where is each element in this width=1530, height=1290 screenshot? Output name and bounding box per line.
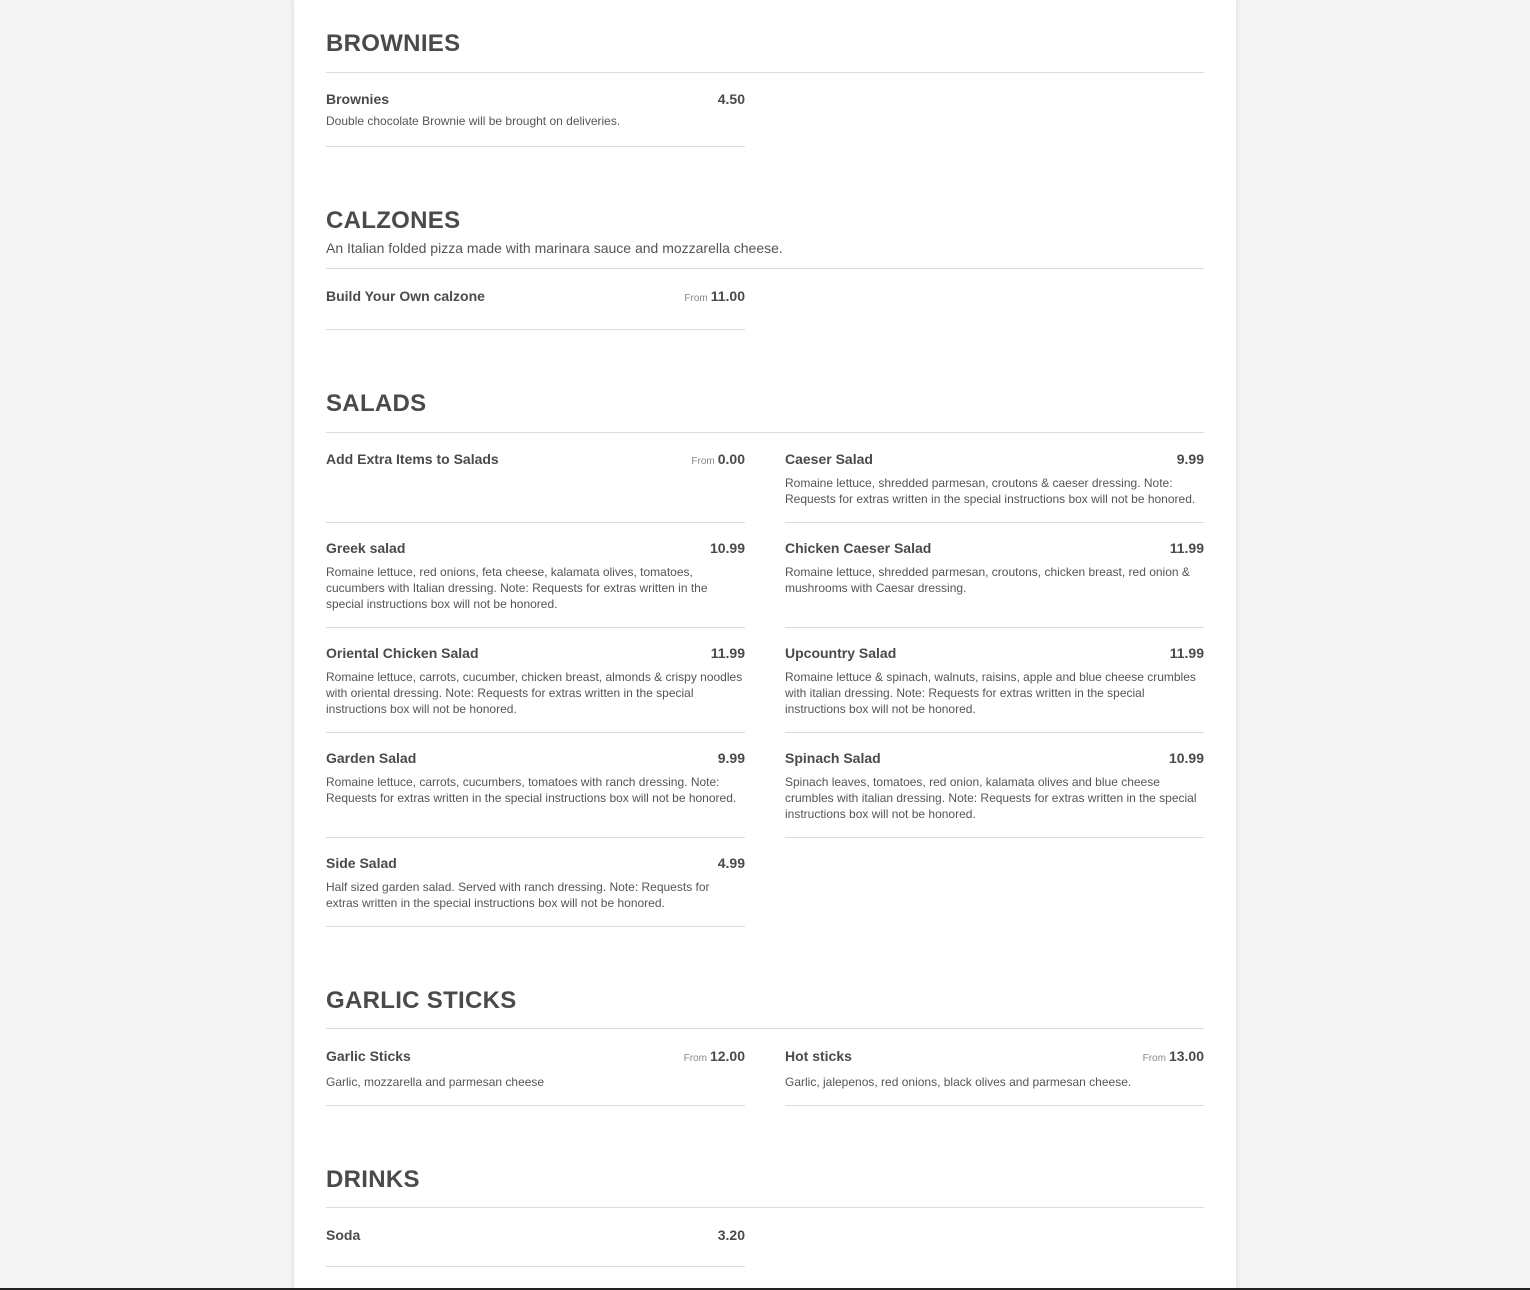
item-name: Spinach Salad bbox=[785, 750, 881, 766]
item-description: Double chocolate Brownie will be brought on deliveries. bbox=[326, 114, 621, 128]
item-price: 4.50 bbox=[717, 91, 745, 107]
item-description: Romaine lettuce & spinach, walnuts, raisins, apple and blue cheese crumbles with italian dressing. Note: Requests for extras written in the special instructions box will not be honored. bbox=[785, 670, 1196, 716]
menu-item-brownies[interactable] bbox=[326, 91, 745, 147]
menu-item-hot-sticks[interactable] bbox=[785, 1048, 1204, 1106]
item-price bbox=[684, 288, 745, 304]
item-name: Chicken Caeser Salad bbox=[785, 540, 932, 556]
section-divider bbox=[326, 1207, 1204, 1208]
price-from-label: From bbox=[1142, 1053, 1166, 1064]
item-price: 9.99 bbox=[717, 750, 745, 766]
item-price: 4.99 bbox=[717, 855, 745, 871]
section-brownies bbox=[326, 30, 1204, 73]
item-description: Romaine lettuce, red onions, feta cheese, kalamata olives, tomatoes, cucumbers with Italian dressing. Note: Requests for extras written in the special instructions box will not be honored. bbox=[326, 565, 708, 611]
item-description: Garlic, mozzarella and parmesan cheese bbox=[326, 1075, 545, 1089]
item-name: Add Extra Items to Salads bbox=[326, 451, 499, 467]
menu-item-build-your-own-calzone[interactable] bbox=[326, 288, 745, 330]
menu-item-caeser-salad[interactable] bbox=[785, 451, 1204, 523]
item-price bbox=[684, 1048, 745, 1064]
section-calzones bbox=[326, 207, 1204, 269]
menu-item-soda[interactable] bbox=[326, 1227, 745, 1267]
price-from-label: From bbox=[683, 1053, 707, 1064]
menu-item-spinach-salad[interactable] bbox=[785, 750, 1204, 838]
item-price: 11.99 bbox=[710, 645, 745, 661]
menu-item-garden-salad[interactable] bbox=[326, 750, 745, 838]
section-title: BROWNIES bbox=[326, 30, 461, 57]
item-description: Romaine lettuce, carrots, cucumbers, tomatoes with ranch dressing. Note: Requests for extras written in the special instructions box will not be honored. bbox=[326, 775, 737, 805]
section-garlic-sticks bbox=[326, 987, 1204, 1029]
price-value: 0.00 bbox=[717, 451, 745, 467]
price-value: 11.00 bbox=[710, 288, 745, 304]
item-name: Soda bbox=[326, 1227, 361, 1243]
section-divider bbox=[326, 432, 1204, 433]
item-price: 3.20 bbox=[717, 1227, 745, 1243]
item-description: Garlic, jalepenos, red onions, black olives and parmesan cheese. bbox=[785, 1075, 1132, 1089]
item-name: Side Salad bbox=[326, 855, 397, 871]
item-description: Romaine lettuce, shredded parmesan, croutons, chicken breast, red onion & mushrooms with Caesar dressing. bbox=[785, 565, 1190, 595]
item-name: Garden Salad bbox=[326, 750, 417, 766]
item-price bbox=[1143, 1048, 1204, 1064]
section-description: An Italian folded pizza made with marinara sauce and mozzarella cheese. bbox=[326, 240, 783, 256]
price-value: 13.00 bbox=[1168, 1048, 1204, 1064]
item-name: Garlic Sticks bbox=[326, 1048, 411, 1064]
menu-item-side-salad[interactable] bbox=[326, 855, 745, 927]
menu-item-greek-salad[interactable] bbox=[326, 540, 745, 628]
item-description: Spinach leaves, tomatoes, red onion, kalamata olives and blue cheese crumbles with italian dressing. Note: Requests for extras written in the special instructions box will not be honored. bbox=[785, 775, 1197, 821]
section-title: DRINKS bbox=[326, 1166, 420, 1193]
menu-item-oriental-chicken-salad[interactable] bbox=[326, 645, 745, 733]
item-description: Romaine lettuce, shredded parmesan, croutons & caeser dressing. Note: Requests for extras written in the special instructions box will not be honored. bbox=[785, 476, 1196, 506]
section-drinks bbox=[326, 1166, 1204, 1208]
item-description: Romaine lettuce, carrots, cucumber, chicken breast, almonds & crispy noodles with oriental dressing. Note: Requests for extras written in the special instructions box will not be honored. bbox=[326, 670, 743, 716]
item-name: Brownies bbox=[326, 91, 390, 107]
item-name: Upcountry Salad bbox=[785, 645, 897, 661]
menu-item-garlic-sticks[interactable] bbox=[326, 1048, 745, 1106]
section-salads bbox=[326, 390, 1204, 433]
price-from-label: From bbox=[691, 456, 715, 467]
item-name: Hot sticks bbox=[785, 1048, 852, 1064]
section-title: SALADS bbox=[326, 390, 427, 417]
item-price: 10.99 bbox=[1168, 750, 1204, 766]
menu-item-chicken-caeser-salad[interactable] bbox=[785, 540, 1204, 628]
item-price bbox=[691, 451, 745, 467]
item-name: Greek salad bbox=[326, 540, 406, 556]
item-price: 9.99 bbox=[1176, 451, 1204, 467]
section-title: GARLIC STICKS bbox=[326, 987, 517, 1014]
item-name: Oriental Chicken Salad bbox=[326, 645, 479, 661]
item-price: 11.99 bbox=[1169, 645, 1204, 661]
item-price: 10.99 bbox=[709, 540, 745, 556]
price-from-label: From bbox=[684, 293, 708, 304]
menu-panel bbox=[294, 0, 1236, 1290]
menu-item-upcountry-salad[interactable] bbox=[785, 645, 1204, 733]
item-description: Half sized garden salad. Served with ranch dressing. Note: Requests for extras written in the special instructions box will not be honored. bbox=[326, 880, 710, 910]
section-divider bbox=[326, 268, 1204, 269]
item-price: 11.99 bbox=[1169, 540, 1204, 556]
section-title: CALZONES bbox=[326, 207, 461, 234]
item-name: Caeser Salad bbox=[785, 451, 873, 467]
section-divider bbox=[326, 72, 1204, 73]
section-divider bbox=[326, 1028, 1204, 1029]
menu-item-add-extra-items-to-salads[interactable] bbox=[326, 451, 745, 523]
item-name: Build Your Own calzone bbox=[326, 288, 485, 304]
price-value: 12.00 bbox=[709, 1048, 745, 1064]
